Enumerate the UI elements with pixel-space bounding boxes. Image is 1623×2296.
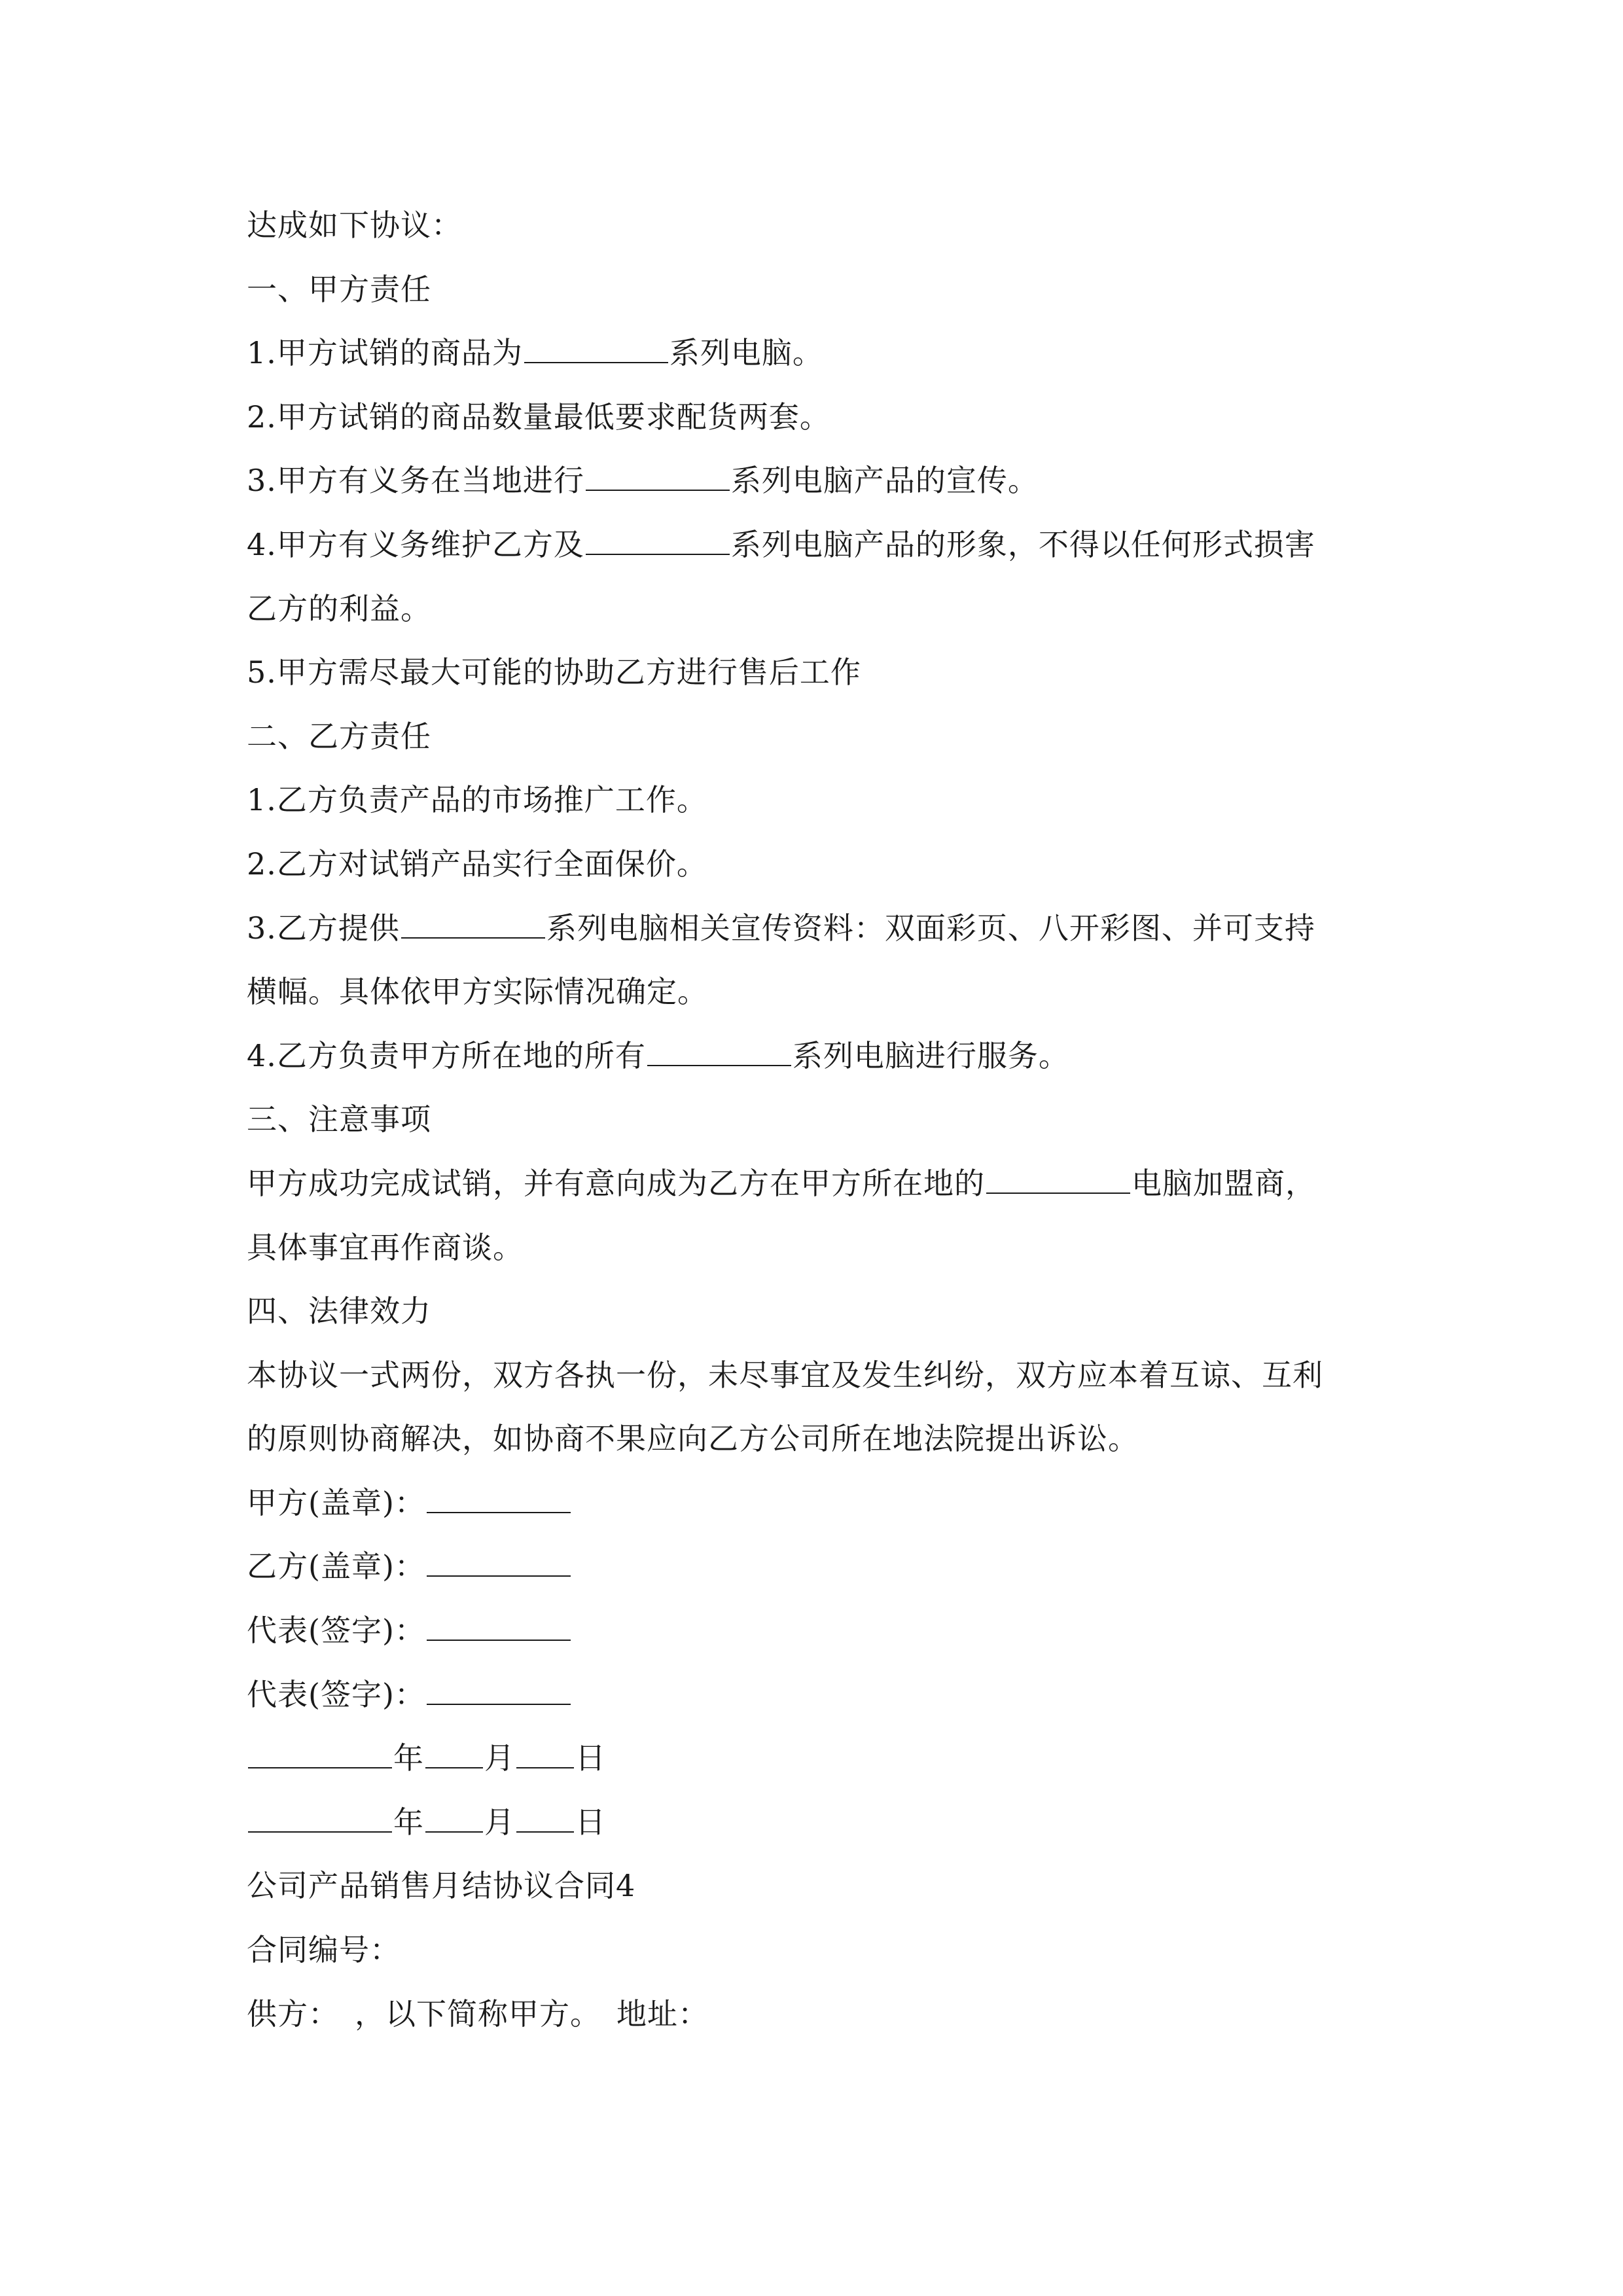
clause-1-3	[247, 459, 1385, 524]
section-heading-text: 三、注意事项	[247, 1102, 431, 1138]
fill-blank	[647, 1036, 791, 1066]
fill-blank	[401, 908, 545, 939]
clause-text: 1.甲方试销的商品为	[247, 335, 523, 371]
contract-number-label: 合同编号：	[247, 1932, 401, 1968]
clause-text: 系列电脑。	[669, 335, 823, 371]
supplier-text: 供方： ，以下简称甲方。 地址：	[247, 1996, 709, 2032]
clause-3-1-cont	[247, 1227, 1385, 1291]
month-blank	[425, 1803, 483, 1833]
month-label: 月	[484, 1740, 515, 1776]
signature-party-a	[247, 1482, 1385, 1546]
clause-text: 4.乙方负责甲方所在地的所有	[247, 1037, 646, 1073]
clause-text: 系列电脑相关宣传资料：双面彩页、八开彩图、并可支持	[546, 910, 1315, 946]
intro-text: 达成如下协议：	[247, 207, 462, 243]
clause-1-4	[247, 524, 1385, 588]
fill-blank	[586, 461, 730, 491]
clause-text: 甲方成功完成试销，并有意向成为乙方在甲方所在地的	[247, 1165, 985, 1201]
clause-text: 4.甲方有义务维护乙方及	[247, 526, 584, 562]
signature-label: 甲方(盖章)：	[247, 1484, 425, 1520]
next-contract-title	[247, 1865, 1385, 1929]
signature-label: 乙方(盖章)：	[247, 1549, 425, 1585]
signature-blank	[427, 1483, 571, 1513]
clause-text: 2.甲方试销的商品数量最低要求配货两套。	[247, 399, 830, 435]
year-label: 年	[393, 1740, 424, 1776]
clause-text: 3.甲方有义务在当地进行	[247, 463, 584, 499]
clause-text: 3.乙方提供	[247, 910, 400, 946]
clause-1-5	[247, 651, 1385, 715]
clause-text: 系列电脑产品的宣传。	[730, 463, 1039, 499]
fill-blank	[524, 333, 668, 363]
day-label: 日	[575, 1804, 606, 1840]
signature-blank	[427, 1547, 571, 1577]
section-4-heading	[247, 1290, 1385, 1354]
day-blank	[516, 1738, 574, 1768]
clause-1-4-cont	[247, 588, 1385, 652]
contract-number	[247, 1929, 1385, 1993]
signature-blank	[427, 1675, 571, 1705]
date-line-b	[247, 1801, 1385, 1865]
clause-text: 的原则协商解决，如协商不果应向乙方公司所在地法院提出诉讼。	[247, 1421, 1139, 1457]
date-line-a	[247, 1737, 1385, 1801]
clause-2-3	[247, 907, 1385, 971]
clause-4-1	[247, 1354, 1385, 1418]
clause-2-4	[247, 1035, 1385, 1099]
clause-text: 电脑加盟商，	[1132, 1165, 1316, 1201]
signature-label: 代表(签字)：	[247, 1676, 425, 1712]
clause-2-1	[247, 779, 1385, 843]
clause-text: 2.乙方对试销产品实行全面保价。	[247, 846, 707, 882]
section-heading-text: 二、乙方责任	[247, 718, 431, 754]
year-blank	[248, 1738, 392, 1768]
clause-text: 5.甲方需尽最大可能的协助乙方进行售后工作	[247, 655, 861, 691]
clause-text: 系列电脑进行服务。	[792, 1037, 1069, 1073]
day-blank	[516, 1803, 574, 1833]
section-heading-text: 四、法律效力	[247, 1293, 431, 1329]
clause-text: 1.乙方负责产品的市场推广工作。	[247, 782, 707, 818]
section-heading-text: 一、甲方责任	[247, 271, 431, 307]
contract-title-text: 公司产品销售月结协议合同4	[247, 1868, 636, 1904]
clause-text: 横幅。具体依甲方实际情况确定。	[247, 974, 708, 1010]
year-blank	[248, 1803, 392, 1833]
month-blank	[425, 1738, 483, 1768]
representative-b	[247, 1674, 1385, 1738]
signature-blank	[427, 1611, 571, 1641]
month-label: 月	[484, 1804, 515, 1840]
clause-2-3-cont	[247, 971, 1385, 1035]
clause-3-1	[247, 1162, 1385, 1227]
representative-a	[247, 1609, 1385, 1674]
signature-label: 代表(签字)：	[247, 1613, 425, 1649]
clause-1-2	[247, 396, 1385, 460]
section-2-heading	[247, 715, 1385, 780]
clause-text: 具体事宜再作商谈。	[247, 1229, 524, 1265]
fill-blank	[586, 525, 730, 555]
intro-line	[247, 204, 1385, 268]
supplier-line	[247, 1993, 1385, 2057]
year-label: 年	[393, 1804, 424, 1840]
clause-text: 系列电脑产品的形象，不得以任何形式损害	[730, 526, 1315, 562]
clause-text: 本协议一式两份，双方各执一份，未尽事宜及发生纠纷，双方应本着互谅、互利	[247, 1357, 1323, 1393]
section-3-heading	[247, 1098, 1385, 1162]
signature-party-b	[247, 1545, 1385, 1609]
clause-2-2	[247, 843, 1385, 907]
day-label: 日	[575, 1740, 606, 1776]
document-body	[247, 204, 1385, 2056]
fill-blank	[986, 1164, 1130, 1194]
section-1-heading	[247, 268, 1385, 332]
clause-4-1-cont	[247, 1418, 1385, 1482]
clause-text: 乙方的利益。	[247, 590, 431, 626]
clause-1-1	[247, 332, 1385, 396]
